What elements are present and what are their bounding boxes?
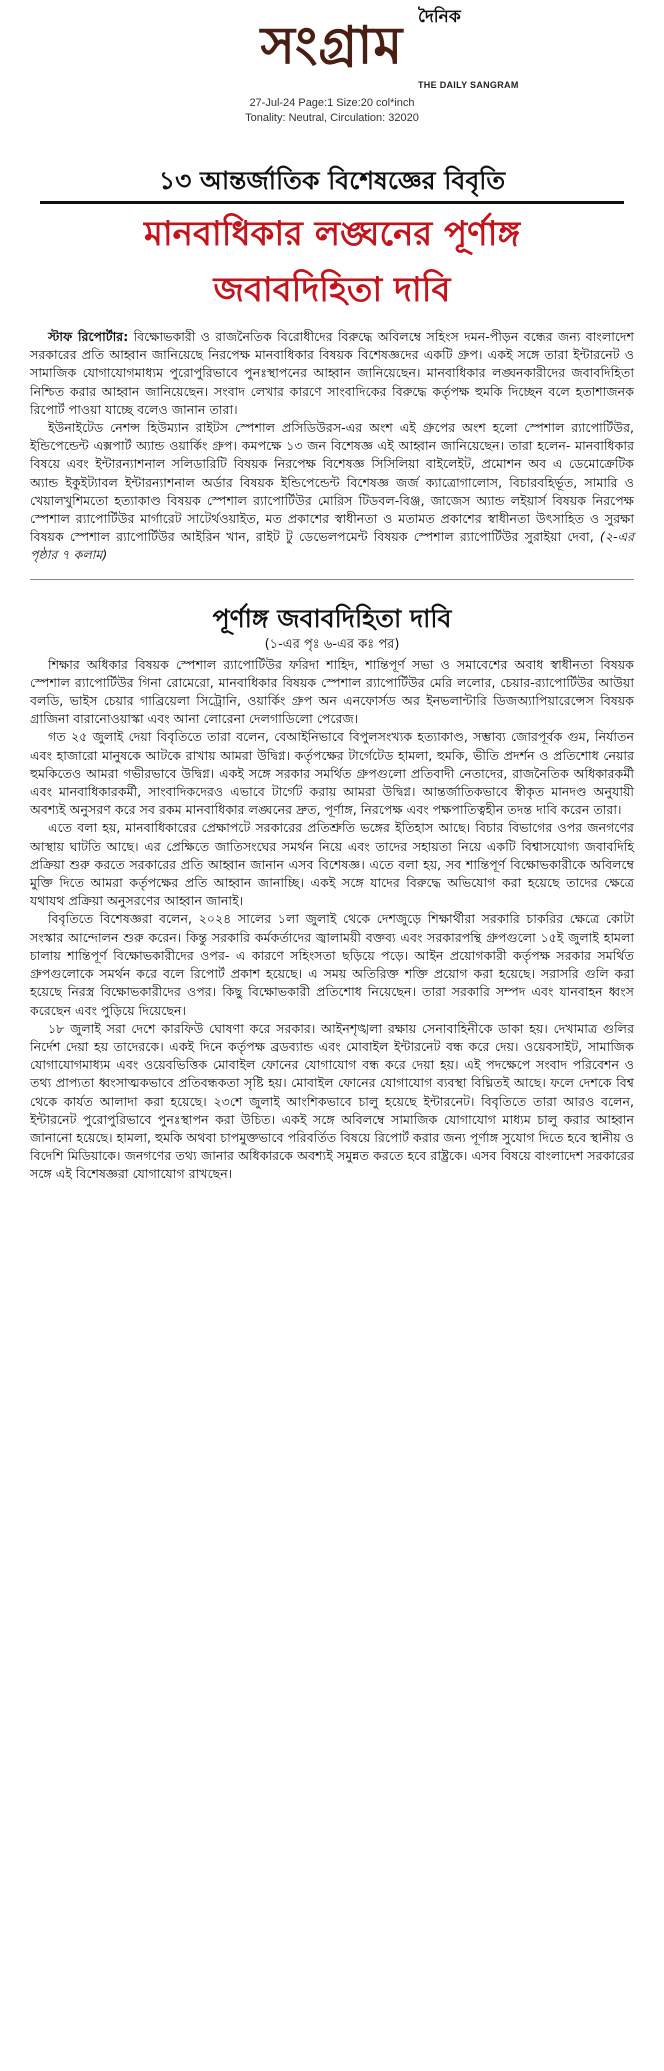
article-paragraph: ১৮ জুলাই সরা দেশে কারফিউ ঘোষণা করে সরকার। আইনশৃঙ্খলা রক্ষায় সেনাবাহিনীকে ডাকা হয়। দেখামাত্র গুলির নির্দেশ দেয়া হয় তাদেরকে। একই দিনে কর্তৃপক্ষ ব্রডব্যান্ড এবং মোবাইল ইন্টারনেট বন্ধ করে দেয়। ওয়েবসাইট, সামাজিক যোগাযোগমাধ্যম এবং ওয়েবভিত্তিক মোবাইল ফোনের যোগাযোগ বন্ধ করে দেয়া হয়। এই পদক্ষেপে সংবাদ পরিবেশন ও তথ্য প্রাপ্যতা ধ্বংসাত্মকভাবে প্রতিবন্ধকতা সৃষ্টি হয়। মোবাইল ফোনের যোগাযোগ ব্যবস্থা বিঘ্নিতই আছে। ফলে দেশকে বিশ্ব থেকে কার্যত আলাদা করা হয়েছে। ২৩শে জুলাই আংশিকভাবে চালু হয়েছে ইন্টারনেট। বিবৃতিতে তারা আরও বলেন, ইন্টারনেট পুরোপুরিভাবে পুনঃস্থাপন করা উচিত। একই সঙ্গে অবিলম্বে সামাজিক যোগাযোগ মাধ্যম চালু করার আহ্বান জানানো হয়েছে। হামলা, হুমকি অথবা চাপমুক্তভাবে পরিবর্তিত বিষয়ে রিপোর্ট করার জন্য পূর্ণাঙ্গ সুযোগ দিতে হবে স্থানীয় ও বিদেশি মিডিয়াকে। জনগণের তথ্য জানার অধিকারকে অবশ্যই সমুন্নত করতে হবে রাষ্ট্রকে। এসব বিষয়ে বাংলাদেশ সরকারের সঙ্গে এই বিশেষজ্ঞরা যোগাযোগ রাখছেন। <box>30 1020 634 1182</box>
clipping-meta-line1: 27-Jul-24 Page:1 Size:20 col*inch <box>249 97 415 109</box>
clipping-meta <box>30 96 634 126</box>
article-paragraph: এতে বলা হয়, মানবাধিকারের প্রেক্ষাপটে সরকারের প্রতিশ্রুতি ভঙ্গের ইতিহাস আছে। বিচার বিভাগের ওপর জনগণের আস্থায় ঘাটতি আছে। এর প্রেক্ষিতে জাতিসংঘের সমর্থন নিয়ে এবং তাদের সহায়তা নিয়ে একটি বিশ্বাসযোগ্য জবাবদিহি প্রক্রিয়া শুরু করতে সরকারের প্রতি আহ্বান জানান এসব বিশেষজ্ঞ। এতে বলা হয়, সব শান্তিপূর্ণ বিক্ষোভকারীকে অবিলম্বে মুক্তি দিতে আমরা কর্তৃপক্ষের প্রতি আহ্বান জানাচ্ছি। একই সঙ্গে যাদের বিরুদ্ধে অভিযোগ করা হয়েছে তাদের ক্ষেত্রে যথাযথ প্রক্রিয়া অনুসরণের আহ্বান জানাই। <box>30 820 634 909</box>
article-paragraph: গত ২৫ জুলাই দেয়া বিবৃতিতে তারা বলেন, বেআইনিভাবে বিপুলসংখ্যক হত্যাকাণ্ড, সম্ভাব্য জোরপূর্বক গুম, নির্যাতন এবং হাজারো মানুষকে আটকে রাখায় আমরা উদ্বিগ্ন। কর্তৃপক্ষের টার্গেটেড হামলা, হুমকি, ভীতি প্রদর্শন ও প্রতিশোধ নেয়ার হুমকিতেও আমরা গভীরভাবে উদ্বিগ্ন। একই সঙ্গে সরকার সমর্থিত গ্রুপগুলো প্রতিবাদী নেতাদের, রাজনৈতিক অধিকারকর্মী এবং মানবাধিকারকর্মী, সাংবাদিকদেরও এভাবে টার্গেট করায় আমরা উদ্বিগ্ন। আন্তর্জাতিকভাবে স্বীকৃত মানদণ্ড অনুযায়ী অবশ্যই অনুসরণ করে সব রকম মানবাধিকার লঙ্ঘনের দ্রুত, পূর্ণাঙ্গ, নিরপেক্ষ এবং পক্ষপাতিত্বহীন তদন্ত দাবি করেন তারা। <box>30 729 634 818</box>
masthead-title: সংগ্রাম <box>260 15 404 76</box>
article-body <box>30 328 634 565</box>
byline: স্টাফ রিপোর্টার: <box>48 329 129 344</box>
article-kicker: ১৩ আন্তর্জাতিক বিশেষজ্ঞের বিবৃতি <box>40 164 624 204</box>
continuation-headline: পূর্ণাঙ্গ জবাবদিহিতা দাবি <box>212 603 452 633</box>
masthead <box>30 0 634 138</box>
masthead-dainik: দৈনিক <box>418 7 461 27</box>
article-paragraph: শিক্ষার অধিকার বিষয়ক স্পেশাল র‍্যাপোর্টিউর ফরিদা শাহিদ, শান্তিপূর্ণ সভা ও সমাবেশের অবাধ স্বাধীনতা বিষয়ক স্পেশাল র‍্যাপোর্টিউর গিনা রোমেরো, মানবাধিকার বিষয়ক স্পেশাল র‍্যাপোর্টিউর মেরি ললোর, চেয়ার-র‍্যাপোর্টিউর আউয়া বলডি, ভাইস চেয়ার গাব্রিয়েলা সিট্রোনি, ওয়ার্কিং গ্রুপ অন এনফোর্সড অর ইনভলান্টারি ডিজঅ্যাপিয়ারেন্সেস বিষয়ক গ্রাজিনা বারানোওয়াস্কা এবং আনা লোরেনা দেলগাডিলো পেরেজ। <box>30 656 634 727</box>
headline-line-2: জবাবদিহিতা দাবি <box>213 270 451 310</box>
continuation-body <box>30 656 634 1184</box>
paragraph-text: বিক্ষোভকারী ও রাজনৈতিক বিরোধীদের বিরুদ্ধে অবিলম্বে সহিংস দমন-পীড়ন বন্ধের জন্য বাংলাদেশ সরকারের প্রতি আহ্বান জানিয়েছে নিরপেক্ষ মানবাধিকার বিষয়ক বিশেষজ্ঞদের একটি গ্রুপ। একই সঙ্গে তারা ইন্টারনেট ও সামাজিক যোগাযোগমাধ্যম পুরোপুরিভাবে পুনঃস্থাপনের আহ্বান জানিয়েছেন। মানবাধিকার লঙ্ঘনকারীদের জবাবদিহিতা নিশ্চিত করার আহ্বান জানিয়েছেন। সংবাদ লেখার কারণে সাংবাদিকের বিরুদ্ধে কর্তৃপক্ষ হুমকি দিচ্ছেন বলে হতাশাজনক রিপোর্ট পাওয়া যাচ্ছে বলেও জানান তারা। <box>30 329 634 417</box>
article-paragraph <box>30 328 634 419</box>
clipping-meta-line2: Tonality: Neutral, Circulation: 32020 <box>245 112 419 124</box>
article-paragraph: বিবৃতিতে বিশেষজ্ঞরা বলেন, ২০২৪ সালের ১লা জুলাই থেকে দেশজুড়ে শিক্ষার্থীরা সরকারি চাকরির ক্ষেত্রে কোটা সংস্কার আন্দোলন শুরু করেন। কিন্তু সরকারি কর্মকর্তাদের জ্বালাময়ী বক্তব্য এবং সরকারপন্থি গ্রুপগুলো ১৫ই জুলাই হামলা চালায় শান্তিপূর্ণ বিক্ষোভকারীদের ওপর- এ কারণে সহিংসতা ছড়িয়ে পড়ে। আইন প্রয়োগকারী কর্তৃপক্ষ সরকার সমর্থিত গ্রুপগুলোকে সমর্থন করে বলে রিপোর্ট প্রকাশ হয়েছে। এ সময় অতিরিক্ত শক্তি প্রয়োগ করা হয়েছে। সরাসরি গুলি করা হয়েছে নিরস্ত্র বিক্ষোভকারীদের ওপর। কিছু বিক্ষোভকারী প্রতিশোধ নিয়েছেন। তারা সরকারি সম্পদ এবং যানবাহন ধ্বংস করেছেন এবং পুড়িয়ে দিয়েছেন। <box>30 911 634 1018</box>
article-paragraph <box>30 419 634 565</box>
article-headline <box>30 206 634 318</box>
masthead-english: THE DAILY SANGRAM <box>418 80 519 90</box>
paragraph-text: ইউনাইটেড নেশন্স হিউম্যান রাইটস স্পেশাল প্রসিডিউরস-এর অংশ এই গ্রুপের অংশ হলো স্পেশাল র‍্যাপোর্টিউর, ইন্ডিপেন্ডেন্ট এক্সপার্ট অ্যান্ড ওয়ার্কিং গ্রুপ। কমপক্ষে ১৩ জন বিশেষজ্ঞ এই আহ্বান জানিয়েছেন। তারা হলেন- মানবাধিকার বিষয়ে এবং ইন্টারন্যাশনাল সলিডারিটি বিষয়ক নিরপেক্ষ বিশেষজ্ঞ সিসিলিয়া বাইলেইট, প্রমোশন অব এ ডেমোক্রেটিক অ্যান্ড ইকুইট্যাবল ইন্টারন্যাশনাল অর্ডার বিষয়ক ইন্ডিপেন্ডেন্ট বিশেষজ্ঞ জর্জ ক্যাত্রোগালোস, বিচারবহির্ভূত, সামারি ও খেয়ালখুশিমতো হত্যাকাণ্ড বিষয়ক স্পেশাল র‍্যাপোর্টিউর মোরিস টিডবল-বিঞ্জ, জাজেস অ্যান্ড লইয়ার্স বিষয়ক নিরপেক্ষ স্পেশাল র‍্যাপোর্টিউর মার্গারেট সাটের্থওয়াইত, মত প্রকাশের স্বাধীনতা ও মতামত প্রকাশের স্বাধীনতা উৎসাহিত ও সুরক্ষা বিষয়ক স্পেশাল র‍্যাপোর্টিউর আইরিন খান, রাইট টু ডেভেলপমেন্ট বিষয়ক স্পেশাল র‍্যাপোর্টিউর সুরাইয়া দেবা, <box>30 420 634 545</box>
continuation-reference: (১-এর পৃঃ ৬-এর কঃ পর) <box>264 636 400 652</box>
headline-line-1: মানবাধিকার লঙ্ঘনের পূর্ণাঙ্গ <box>143 214 521 254</box>
section-divider <box>30 579 634 580</box>
continuation-note: (২-এর পৃষ্ঠার ৭ কলাম) <box>30 529 634 563</box>
